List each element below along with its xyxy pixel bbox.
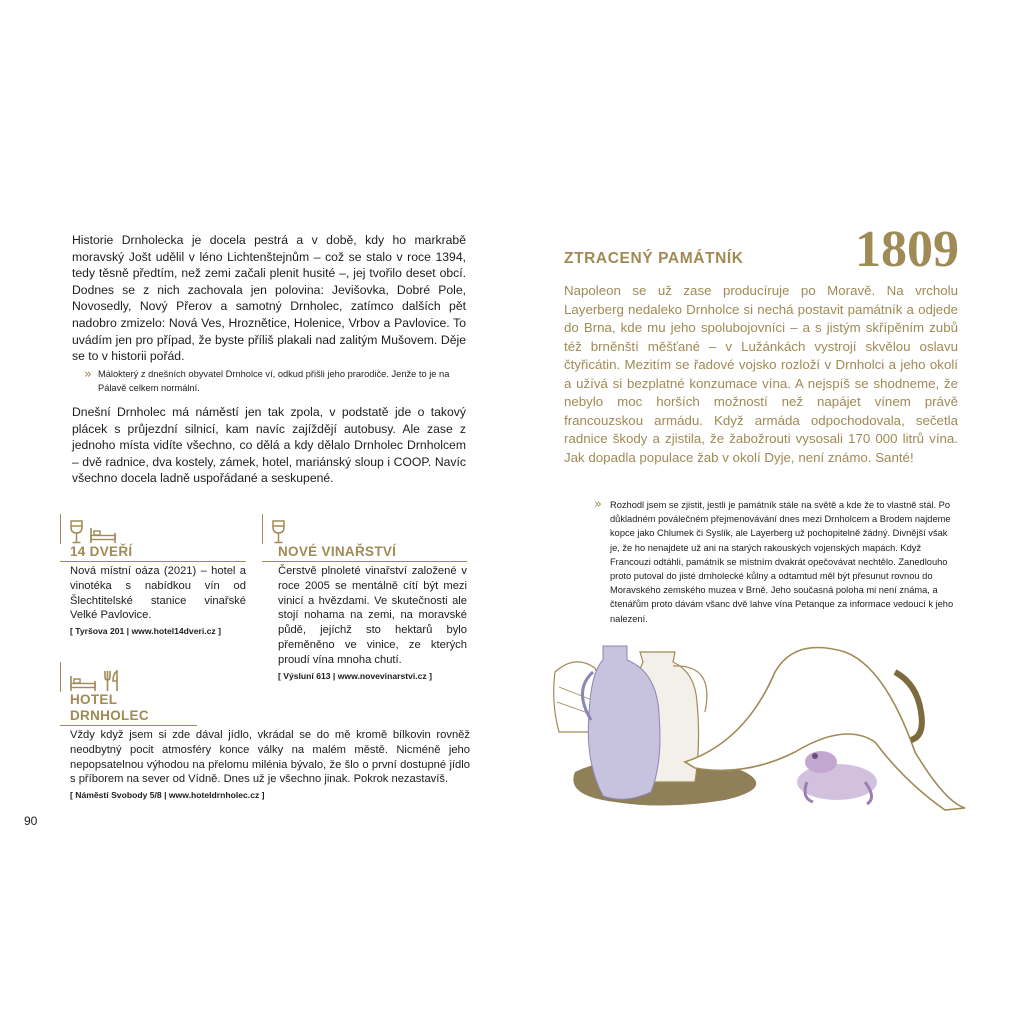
bed-icon [90, 527, 116, 544]
venue-nove-vinarstvi [262, 514, 467, 683]
cutlery-icon [103, 670, 121, 692]
venue-divider [60, 514, 61, 544]
sidebar-quote: Málokterý z dnešních obyvatel Drnholce ví, odkud přišli jeho prarodiče. Jenže to je na Pálavě celkem normální. [98, 369, 450, 393]
venue-icons [262, 514, 467, 544]
venue-divider [262, 514, 263, 544]
section-title-bold: PAMÁTNÍK [658, 250, 744, 267]
bed-icon [70, 675, 96, 692]
year-heading: 1809 [855, 221, 959, 278]
venue-icons [60, 514, 246, 544]
quote-chevron-icon: » [594, 497, 602, 512]
venue-name: 14 DVEŘÍ [60, 544, 246, 562]
section-title [564, 250, 744, 268]
venue-address-link[interactable]: [ Výsluní 613 | www.novevinarstvi.cz ] [278, 670, 432, 681]
venue-name: HOTEL DRNHOLEC [60, 692, 197, 726]
venue-address-link[interactable]: [ Náměstí Svobody 5/8 | www.hoteldrnholec.cz ] [70, 790, 265, 801]
venue-description: Nová místní oáza (2021) – hotel a vinotéka s nabídkou vín od Šlechtitelské stanice vinařské Velké Pavlovice. [70, 565, 246, 622]
venue-hotel-drnholec [60, 662, 470, 802]
illustration-jugs-hat-frog [545, 632, 985, 812]
wine-glass-icon [272, 520, 285, 544]
venue-description: Čerstvě plnoleté vinařství založené v roce 2005 se mentálně cítí být mezi vinicí a hvězdami. Ve skutečnosti ale stojí nohama na zemi, na moravské půdě, jejíchž sto hektarů bylo přeměněno ve vinice, ze kterých proudí vína mnoha chutí. [278, 565, 467, 666]
venue-description: Vždy když jsem si zde dával jídlo, vkrádal se do mě kromě bílkovin rovněž neodbytný pocit atmosféry konce války na malém městě. Nicméně jeho nepopsatelnou výhodou na přelomu milénia bývalo, že šlo o první dostupné jídlo s příborem na sever od Vídně. Dnes už je všechno jinak. Pokrok nezastavíš. [70, 729, 470, 786]
venue-name: NOVÉ VINAŘSTVÍ [262, 544, 467, 562]
venue-14-dveri [60, 514, 246, 638]
venue-divider [60, 662, 61, 692]
history-paragraph: Historie Drnholecka je docela pestrá a v době, kdy ho markrabě moravský Jošt udělil v léno Lichtenštejnům – což se stalo v roce 1394, tedy těsně předtím, než zemi začali plenit husité –, jej tvořilo deset obcí. Dodnes se z nich zachovala jen polovina: Jevišovka, Dobré Pole, Novosedly, Nový Přerov a samotný Drnholec, zatímco dalších pět nadobro zmizelo: Nová Ves, Hroznětice, Holenice, Vrbov a Pavlovice. To uvádím jen pro případ, že byste příliš plakali nad zalitým Mušovem. Děje se to v historii pořád. [72, 233, 466, 364]
square-paragraph: Dnešní Drnholec má náměstí jen tak zpola, v podstatě jde o takový plácek s průjezdní silnicí, kam navíc zajíždějí autobusy. Ale zase z jednoho místa vidíte všechno, co dělá a kdy dělalo Drnholec Drnholcem – dvě radnice, dva kostely, zámek, hotel, mariánský sloup i COOP. Navíc všechno docela ladně uspořádané a seskupené. [72, 405, 466, 486]
venue-address-link[interactable]: [ Tyršova 201 | www.hotel14dveri.cz ] [70, 626, 221, 637]
venue-icons [60, 662, 470, 692]
page-number: 90 [24, 814, 38, 828]
section-title-regular: ZTRACENÝ [564, 250, 654, 267]
quote-chevron-icon: » [84, 367, 92, 382]
napoleon-paragraph: Napoleon se už zase producíruje po Moravě. Na vrcholu Layerberg nedaleko Drnholce si nechá postavit památník a odjede do Brna, kde mu jeho spolubojovníci – a s jistým skřípěním zubů též brněnští měšťané – v Lužánkách vystrojí skvělou oslavu čtyřicátin. Mezitím se řadové vojsko rozloží v Drnholci a jeho okolí a užívá si bezplatné konzumace vína. A nejspíš se shodneme, že nebylo moc horších možností než napájet vínem právě francouzskou armádu. Když armáda odpochodovala, sečetla radnice škody a zjistila, že žabožrouti vysosali 170 000 litrů vína. Jak dopadla populace žab v okolí Dyje, není známo. Santé! [564, 283, 958, 465]
monument-quote: Rozhodl jsem se zjistit, jestli je památník stále na světě a kde že to vlastně stál. Po důkladném poválečném přejmenovávání dnes mezi Drnholcem a Brodem najdeme kopce jako Chlumek či Syslík, ale Layerberg už pochopitelně žádný. Divnější však je, že ho nenajdete už ani na starých rakouských vojenských mapách. Když Francouzi odtáhli, památník se místním dvakrát opečovávat nechtělo. Zanedlouho proto putoval do jisté drnholecké kůlny a odtamtud měl být přesunut rovnou do Moravského zemského muzea v Brně. Jeho současná poloha mi není známa, a čtenářům proto dávám všanc dvě lahve vína Petanque za informace vedoucí k jeho nalezení. [610, 500, 954, 624]
wine-glass-icon [70, 520, 83, 544]
